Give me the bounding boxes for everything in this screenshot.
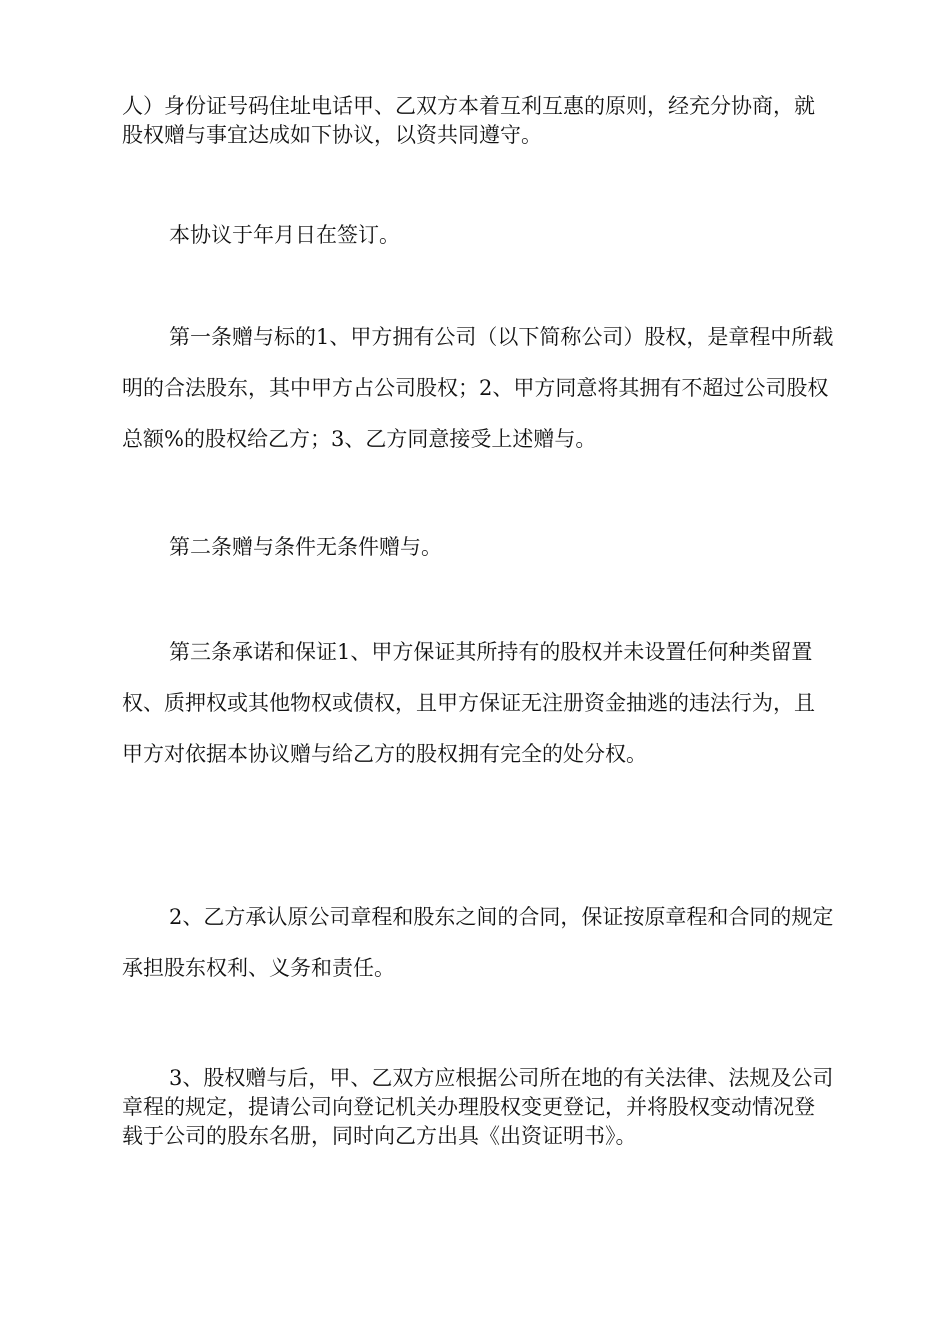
paragraph-article-2: 第二条赠与条件无条件赠与。 bbox=[169, 535, 442, 559]
paragraph-article-3: 第三条承诺和保证1、甲方保证其所持有的股权并未设置任何种类留置权、质押权或其他物权或债权，且甲方保证无注册资金抽逃的违法行为，且甲方对依据本协议赠与给乙方的股权拥有完全的处分权。 bbox=[122, 640, 815, 766]
paragraph-signing-date: 本协议于年月日在签订。 bbox=[169, 223, 400, 247]
paragraph-item-3: 3、股权赠与后，甲、乙双方应根据公司所在地的有关法律、法规及公司章程的规定，提请公司向登记机关办理股权变更登记，并将股权变动情况登载于公司的股东名册，同时向乙方出具《出资证明书》。 bbox=[122, 1066, 834, 1148]
paragraph-article-1: 第一条赠与标的1、甲方拥有公司（以下简称公司）股权，是章程中所载明的合法股东，其中甲方占公司股权；2、甲方同意将其拥有不超过公司股权总额%的股权给乙方；3、乙方同意接受上述赠与。 bbox=[122, 325, 834, 451]
paragraph-intro: 人）身份证号码住址电话甲、乙双方本着互利互惠的原则，经充分协商，就股权赠与事宜达成如下协议，以资共同遵守。 bbox=[122, 94, 815, 147]
paragraph-item-2: 2、乙方承认原公司章程和股东之间的合同，保证按原章程和合同的规定承担股东权利、义务和责任。 bbox=[122, 905, 834, 980]
